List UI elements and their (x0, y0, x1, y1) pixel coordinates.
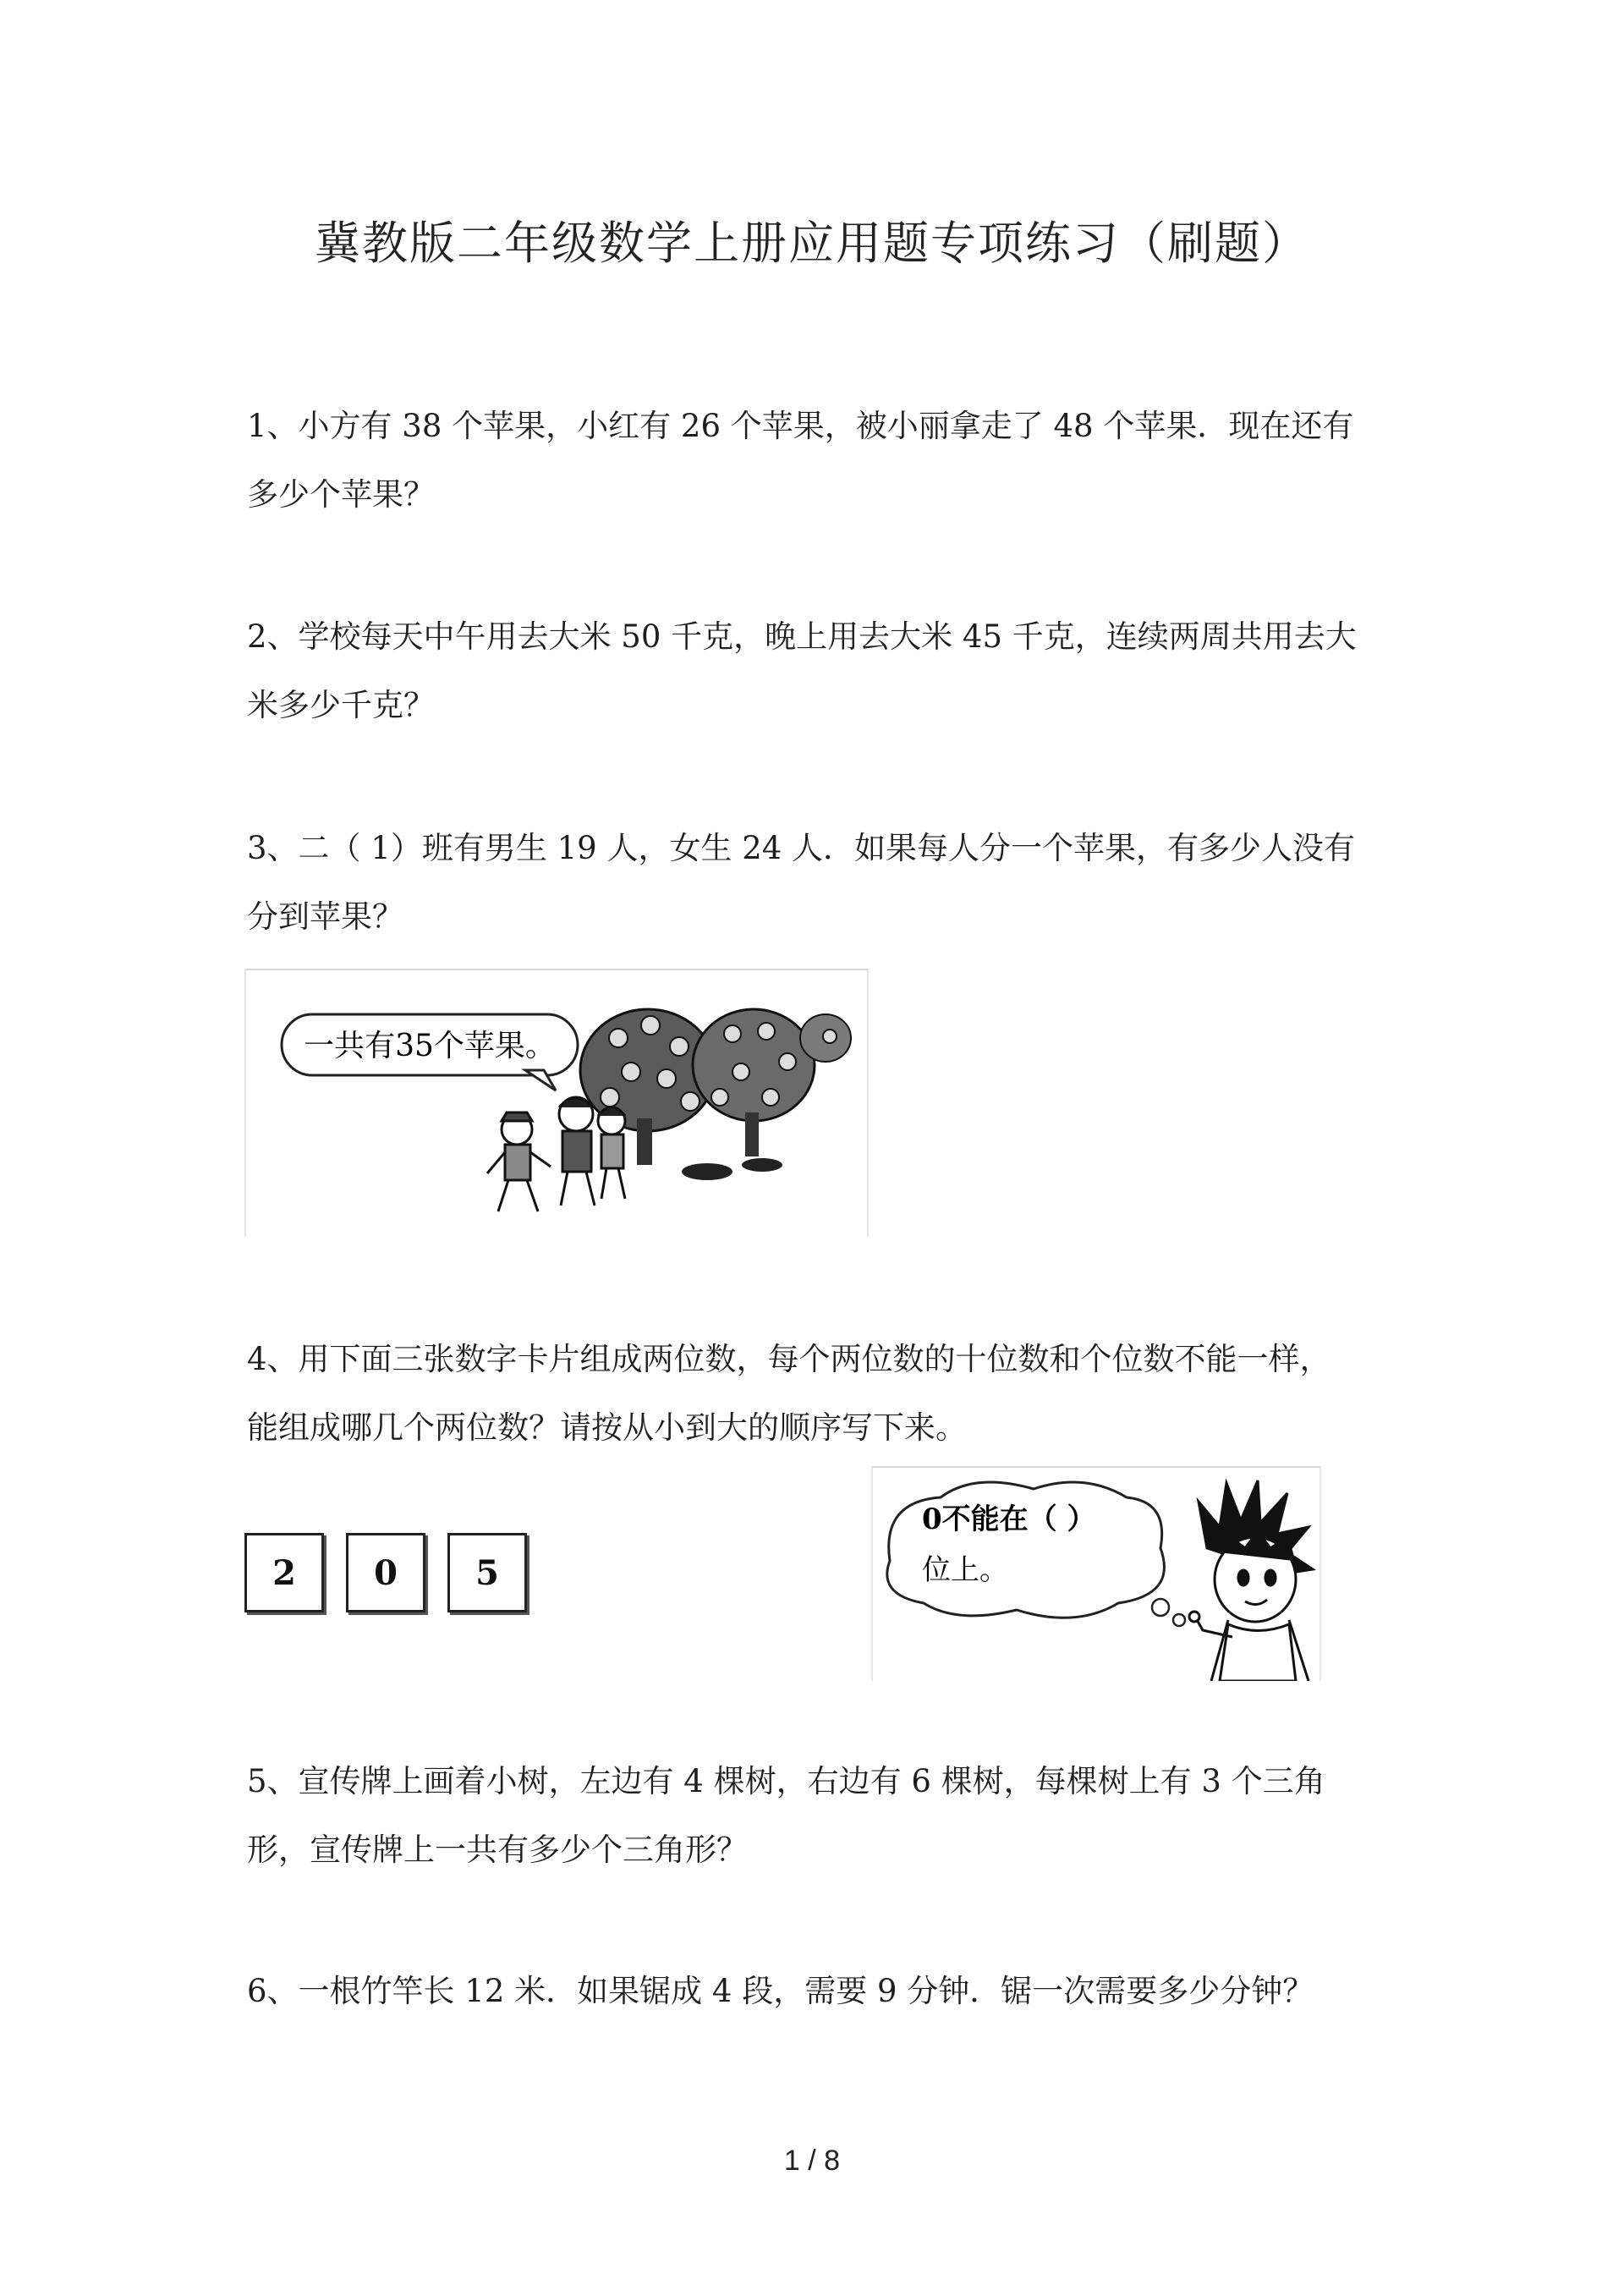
children-icon (487, 1097, 625, 1211)
question-5 (247, 1747, 1380, 1884)
speech-bubble-text: 0不能在（ ） (922, 1502, 1096, 1536)
boy-thinking-illustration (871, 1466, 1321, 1681)
question-line: 2、学校每天中午用去大米 50 千克，晚上用去大米 45 千克，连续两周共用去大 (247, 618, 1357, 655)
page-number: 1 / 8 (783, 2145, 841, 2177)
apple-tree-illustration (244, 969, 869, 1237)
boy-icon (1189, 1480, 1313, 1681)
digit-card: 2 (244, 1533, 324, 1612)
question-line: 1、小方有 38 个苹果，小红有 26 个苹果，被小丽拿走了 48 个苹果．现在还有 (247, 408, 1354, 444)
question-line: 米多少千克？ (247, 687, 435, 723)
question-line: 多少个苹果？ (247, 476, 435, 513)
speech-bubble-text: 位上。 (922, 1553, 1008, 1587)
question-line: 形，宣传牌上一共有多少个三角形？ (247, 1832, 748, 1868)
question-6 (247, 1957, 1380, 2025)
question-2 (247, 602, 1380, 739)
question-line: 6、一根竹竿长 12 米．如果锯成 4 段，需要 9 分钟．锯一次需要多少分钟？ (247, 1973, 1314, 2009)
question-line: 3、二（ 1）班有男生 19 人，女生 24 人．如果每人分一个苹果，有多少人没有 (247, 830, 1356, 866)
digit-card: 5 (447, 1533, 527, 1612)
question-1 (247, 392, 1380, 529)
speech-bubble-text: 一共有35个苹果。 (304, 1029, 556, 1063)
question-line: 5、宣传牌上画着小树，左边有 4 棵树，右边有 6 棵树，每棵树上有 3 个三角 (247, 1763, 1325, 1799)
question-line: 能组成哪几个两位数？请按从小到大的顺序写下来。 (247, 1409, 967, 1446)
question-3 (247, 814, 1380, 951)
digit-card: 0 (346, 1533, 425, 1612)
page-title: 冀教版二年级数学上册应用题专项练习（刷题） (315, 217, 1309, 270)
question-4 (247, 1325, 1380, 1462)
question-line: 分到苹果？ (247, 898, 403, 935)
question-line: 4、用下面三张数字卡片组成两位数，每个两位数的十位数和个位数不能一样， (247, 1341, 1331, 1377)
